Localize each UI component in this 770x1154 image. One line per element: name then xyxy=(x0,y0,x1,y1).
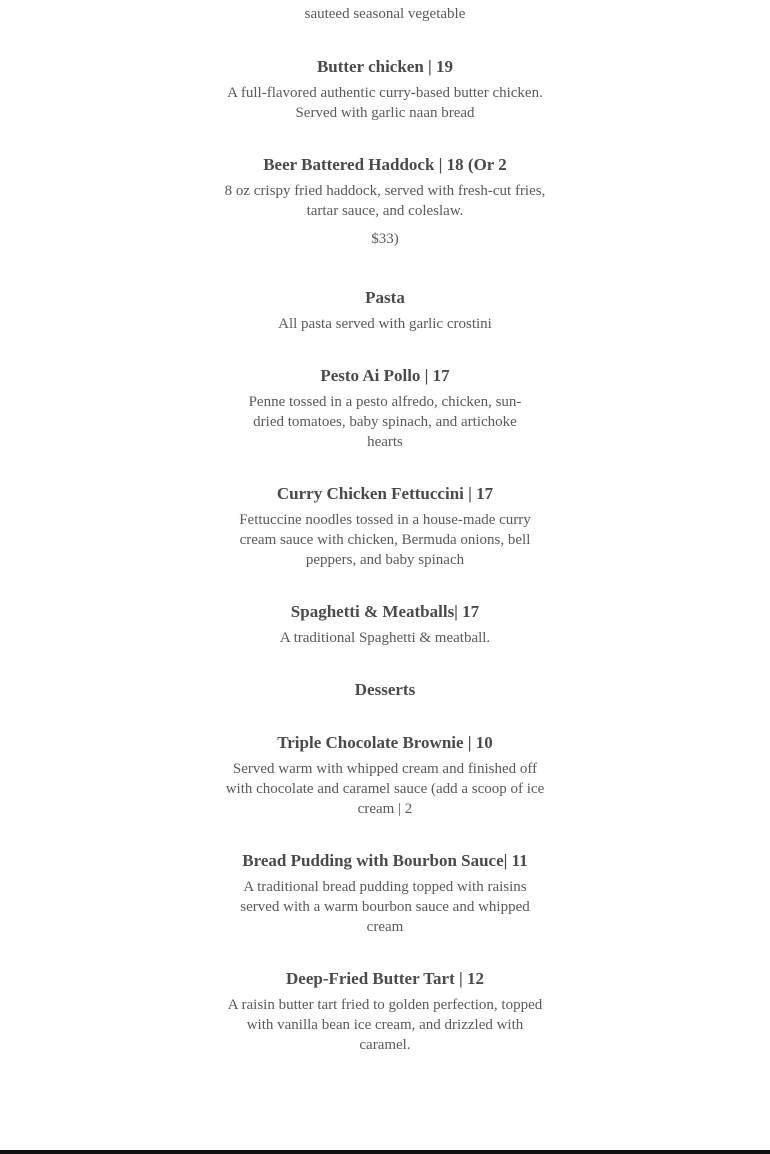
menu-item-butter-chicken xyxy=(215,57,555,123)
menu-item-pesto-ai-pollo xyxy=(215,366,555,452)
menu-item-curry-chicken-fettuccini xyxy=(215,484,555,570)
menu-item-title: Beer Battered Haddock | 18 (Or 2 xyxy=(263,155,507,174)
menu-item-price-note: $33) xyxy=(371,231,399,247)
menu-item-title: Deep-Fried Butter Tart | 12 xyxy=(286,969,484,988)
section-subheading-pasta: All pasta served with garlic crostini xyxy=(278,316,492,332)
menu-item-description: A traditional bread pudding topped with raisins served with a warm bourbon sauce and whipped cream xyxy=(240,879,530,935)
menu-item-description: A full-flavored authentic curry-based butter chicken. Served with garlic naan bread xyxy=(227,85,543,121)
menu-item-description: A traditional Spaghetti & meatball. xyxy=(279,630,491,646)
menu-item-deep-fried-butter-tart xyxy=(215,969,555,1055)
section-heading-pasta: Pasta xyxy=(365,288,405,307)
menu-item-title: Spaghetti & Meatballs| 17 xyxy=(290,602,480,621)
menu-item-description: 8 oz crispy fried haddock, served with fresh-cut fries, tartar sauce, and coleslaw. xyxy=(224,183,546,219)
menu-item-description: Penne tossed in a pesto alfredo, chicken, sun-dried tomatoes, baby spinach, and artichoke hearts xyxy=(248,394,522,450)
menu-item-description: Fettuccine noodles tossed in a house-made curry cream sauce with chicken, Bermuda onions, bell peppers, and baby spinach xyxy=(239,512,531,568)
page-bottom-border xyxy=(0,1150,770,1154)
pasta-section xyxy=(215,288,555,334)
menu-item-spaghetti-meatballs xyxy=(215,602,555,648)
menu-item-description: A raisin butter tart fried to golden perfection, topped with vanilla bean ice cream, and drizzled with caramel. xyxy=(227,997,543,1053)
menu-item-title: Pesto Ai Pollo | 17 xyxy=(320,366,450,385)
menu-item-description: Served warm with whipped cream and finished off with chocolate and caramel sauce (add a scoop of ice cream | 2 xyxy=(225,761,545,817)
menu-item-triple-chocolate-brownie xyxy=(215,733,555,819)
menu-item-bread-pudding xyxy=(215,851,555,937)
desserts-section xyxy=(215,680,555,700)
menu-item-beer-battered-haddock xyxy=(215,155,555,249)
menu-item-title: Bread Pudding with Bourbon Sauce| 11 xyxy=(242,851,528,870)
previous-item-description-tail: sauteed seasonal vegetable xyxy=(304,6,466,22)
menu-item-title: Butter chicken | 19 xyxy=(316,57,454,76)
menu-item-title: Triple Chocolate Brownie | 10 xyxy=(277,733,493,752)
section-heading-desserts: Desserts xyxy=(354,680,416,699)
menu-item-title: Curry Chicken Fettuccini | 17 xyxy=(276,484,494,503)
